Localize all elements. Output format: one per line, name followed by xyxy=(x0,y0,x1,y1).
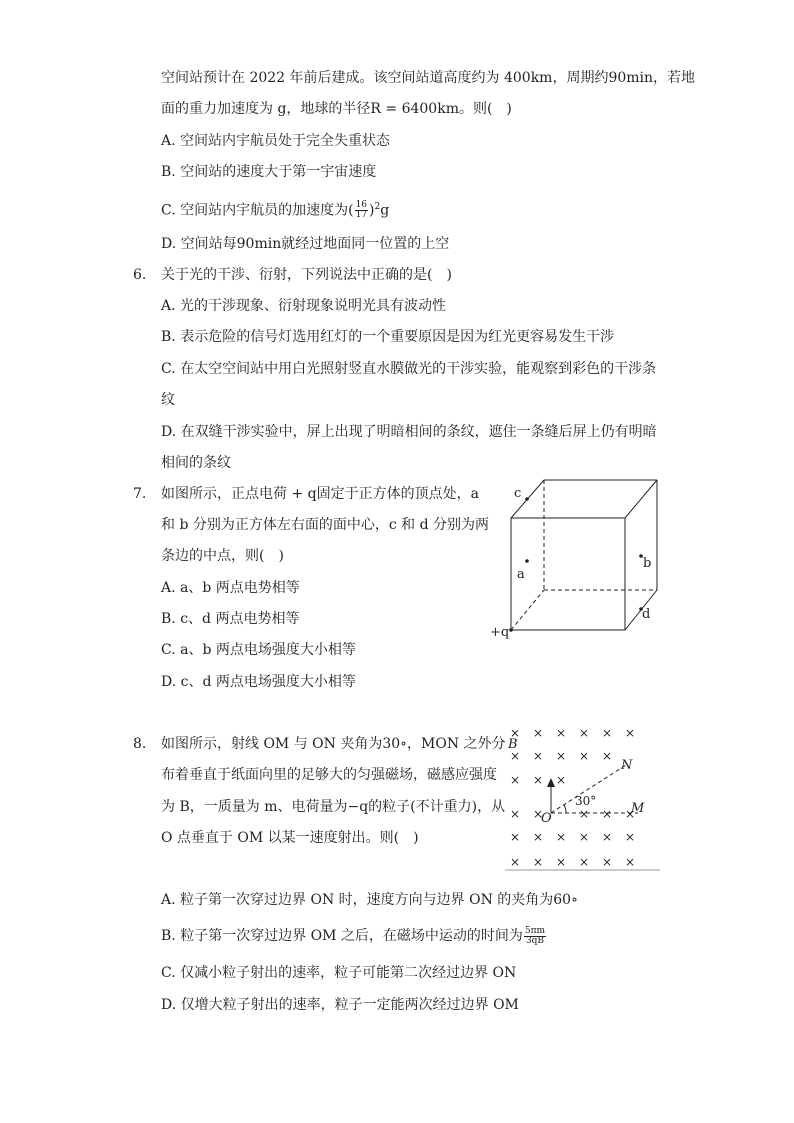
q5-option-a: A. 空间站内宇航员处于完全失重状态 xyxy=(161,133,391,149)
field-cross: × xyxy=(579,855,590,869)
velocity-arrowhead xyxy=(547,778,555,787)
q7-option-c: C. a、b 两点电场强度大小相等 xyxy=(161,642,356,658)
point-q xyxy=(509,628,513,632)
point-c xyxy=(525,497,529,501)
field-cross: × xyxy=(533,749,544,763)
field-cross: × xyxy=(602,749,613,763)
q8-number: 8. xyxy=(133,736,147,752)
field-cross: × xyxy=(533,830,544,844)
field-cross: × xyxy=(556,749,567,763)
q5-option-b: B. 空间站的速度大于第一宇宙速度 xyxy=(161,164,377,180)
field-cross: × xyxy=(510,807,521,821)
q8-stem-line1: 如图所示，射线 OM 与 ON 夹角为30∘，MON 之外分 xyxy=(161,736,506,752)
field-cross: × xyxy=(602,830,613,844)
label-d: d xyxy=(642,607,651,622)
cube-front-face xyxy=(511,518,625,630)
label-a: a xyxy=(517,567,525,582)
field-cross: × xyxy=(579,807,590,821)
q8-option-d: D. 仅增大粒子射出的速率，粒子一定能两次经过边界 OM xyxy=(161,997,519,1013)
label-B: B xyxy=(508,737,518,752)
field-cross: × xyxy=(510,726,521,740)
q8-option-b-text: B. 粒子第一次穿过边界 OM 之后，在磁场中运动的时间为 xyxy=(161,928,523,944)
field-cross: × xyxy=(579,726,590,740)
q8-option-b-fraction: $\frac{5\pi m}{3qB}$ xyxy=(524,925,546,946)
q7-option-b: B. c、d 两点电势相等 xyxy=(161,611,300,627)
field-cross: × xyxy=(602,855,613,869)
field-cross: × xyxy=(556,855,567,869)
field-cross: × xyxy=(625,807,636,821)
q7-option-d: D. c、d 两点电场强度大小相等 xyxy=(161,674,356,690)
field-cross: × xyxy=(625,855,636,869)
label-plus-q: +q xyxy=(490,625,510,640)
q7-stem-line1: 如图所示，正点电荷 + q固定于正方体的顶点处，a xyxy=(161,486,479,502)
q8-stem-line3: 为 B，一质量为 m、电荷量为−q的粒子(不计重力)，从 xyxy=(161,799,506,815)
field-cross: × xyxy=(510,855,521,869)
field-cross: × xyxy=(602,807,613,821)
label-O: O xyxy=(541,811,552,826)
field-cross: × xyxy=(602,726,613,740)
field-cross: × xyxy=(510,773,521,787)
field-cross: × xyxy=(625,726,636,740)
q6-option-c-line1: C. 在太空空间站中用白光照射竖直水膜做光的干涉实验，能观察到彩色的干涉条 xyxy=(161,361,657,377)
field-cross: × xyxy=(533,855,544,869)
q6-stem: 关于光的干涉、衍射，下列说法中正确的是( ) xyxy=(161,267,452,283)
q8-stem-line4: O 点垂直于 OM 以某一速度射出。则( ) xyxy=(161,830,419,846)
angle-arc xyxy=(564,805,566,813)
q6-option-d-line2: 相间的条纹 xyxy=(161,455,231,471)
q6-option-b: B. 表示危险的信号灯选用红灯的一个重要原因是因为红光更容易发生干涉 xyxy=(161,329,615,345)
field-cross: × xyxy=(533,726,544,740)
q8-option-b xyxy=(161,926,547,946)
q5-stem-line2: 面的重力加速度为 g，地球的半径R = 6400km。则( ) xyxy=(161,101,512,117)
label-M: M xyxy=(631,801,645,816)
field-cross: × xyxy=(556,726,567,740)
q6-option-c-line2: 纹 xyxy=(161,392,175,408)
field-cross: × xyxy=(579,830,590,844)
label-c: c xyxy=(514,486,522,501)
q8-option-a: A. 粒子第一次穿过边界 ON 时，速度方向与边界 ON 的夹角为60∘ xyxy=(161,892,578,908)
field-cross: × xyxy=(579,749,590,763)
field-cross: × xyxy=(625,830,636,844)
q5-stem-line1: 空间站预计在 2022 年前后建成。该空间站道高度约为 400km，周期约90min，若地 xyxy=(161,70,696,86)
label-N: N xyxy=(621,758,633,773)
field-cross: × xyxy=(510,749,521,763)
q8-stem-line2: 布着垂直于纸面向里的足够大的匀强磁场，磁感应强度 xyxy=(161,767,497,783)
q6-number: 6. xyxy=(133,267,147,283)
q5-option-d: D. 空间站每90min就经过地面同一位置的上空 xyxy=(161,236,450,252)
q5-option-c-fraction: $\frac{16}{17}$ xyxy=(355,200,368,221)
q7-option-a: A. a、b 两点电势相等 xyxy=(161,580,300,596)
q6-option-a: A. 光的干涉现象、衍射现象说明光具有波动性 xyxy=(161,298,447,314)
field-cross: × xyxy=(533,773,544,787)
point-a xyxy=(525,559,529,563)
field-cross: × xyxy=(510,830,521,844)
field-cross: × xyxy=(533,807,544,821)
q7-number: 7. xyxy=(133,486,147,502)
label-angle: 30° xyxy=(575,794,597,808)
q7-stem-line3: 条边的中点，则( ) xyxy=(161,548,284,564)
q5-option-c: C. 空间站内宇航员的加速度为( $\frac{16}{17}$ )$^2$g xyxy=(161,200,390,221)
field-cross: × xyxy=(556,773,567,787)
magnetic-field-figure xyxy=(500,722,665,872)
q5-option-c-text: C. 空间站内宇航员的加速度为( xyxy=(161,202,354,219)
label-b: b xyxy=(643,556,652,571)
q8-option-c: C. 仅减小粒子射出的速率，粒子可能第二次经过边界 ON xyxy=(161,965,517,981)
field-cross: × xyxy=(556,830,567,844)
cube-figure xyxy=(480,470,680,650)
q6-option-d-line1: D. 在双缝干涉实验中，屏上出现了明暗相间的条纹，遮住一条缝后屏上仍有明暗 xyxy=(161,424,657,440)
q7-stem-line2: 和 b 分别为正方体左右面的面中心，c 和 d 分别为两 xyxy=(161,517,490,533)
